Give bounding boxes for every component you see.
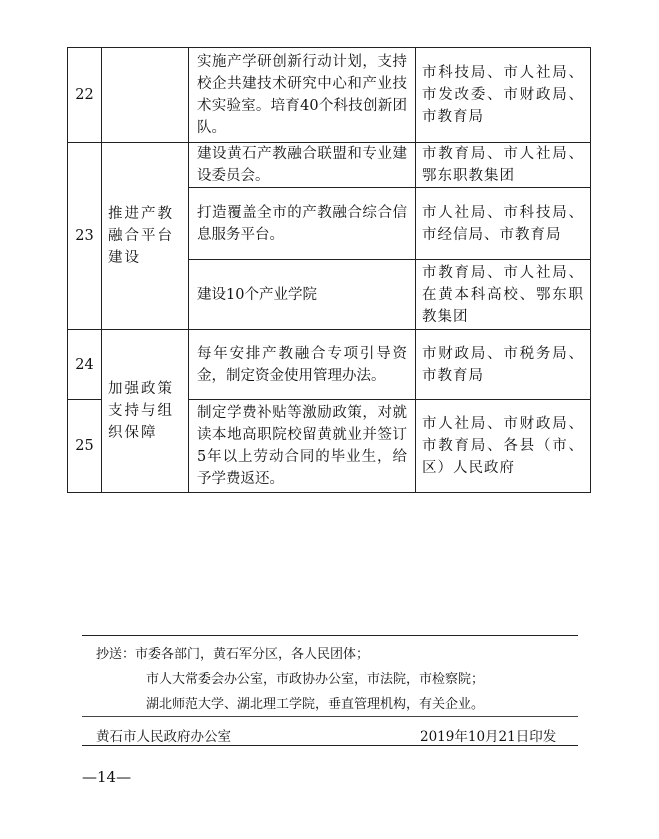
department-cell: 市人社局、市财政局、市教育局、各县（市、区）人民政府 [416, 400, 591, 493]
footer-bottom-rule [82, 745, 578, 746]
row-number: 23 [68, 143, 102, 330]
table-row [68, 48, 591, 143]
cc-line-1: 抄送：市委各部门，黄石军分区，各人民团体； [96, 647, 370, 662]
department-cell: 市财政局、市税务局、市教育局 [416, 330, 591, 400]
row-number: 22 [68, 48, 102, 143]
department-cell: 市人社局、市科技局、市经信局、市教育局 [416, 188, 591, 260]
table-row [68, 143, 591, 188]
row-number: 24 [68, 330, 102, 400]
task-cell: 建设黄石产教融合联盟和专业建设委员会。 [189, 143, 416, 188]
category-cell: 推进产教融合平台建设 [102, 143, 189, 330]
footer-top-rule [82, 635, 578, 636]
footer-middle-rule [82, 716, 578, 717]
page-number: —14— [82, 768, 132, 786]
task-cell: 建设10个产业学院 [189, 260, 416, 330]
task-cell: 每年安排产教融合专项引导资金，制定资金使用管理办法。 [189, 330, 416, 400]
cc-line-2: 市人大常委会办公室，市政协办公室，市法院，市检察院； [146, 672, 485, 687]
task-cell: 打造覆盖全市的产教融合综合信息服务平台。 [189, 188, 416, 260]
department-cell: 市科技局、市人社局、市发改委、市财政局、市教育局 [416, 48, 591, 143]
policy-table [67, 47, 591, 493]
issuer: 黄石市人民政府办公室 [96, 729, 231, 745]
department-cell: 市教育局、市人社局、在黄本科高校、鄂东职教集团 [416, 260, 591, 330]
issue-date: 2019年10月21日印发 [420, 729, 557, 745]
row-number: 25 [68, 400, 102, 493]
category-cell [102, 48, 189, 143]
task-cell: 实施产学研创新行动计划，支持校企共建技术研究中心和产业技术实验室。培育40个科技创新团队。 [189, 48, 416, 143]
task-cell: 制定学费补贴等激励政策，对就读本地高职院校留黄就业并签订5年以上劳动合同的毕业生，给予学费返还。 [189, 400, 416, 493]
cc-line-3: 湖北师范大学、湖北理工学院，垂直管理机构，有关企业。 [146, 697, 485, 712]
category-cell: 加强政策支持与组织保障 [102, 330, 189, 493]
table-row [68, 330, 591, 400]
department-cell: 市教育局、市人社局、鄂东职教集团 [416, 143, 591, 188]
